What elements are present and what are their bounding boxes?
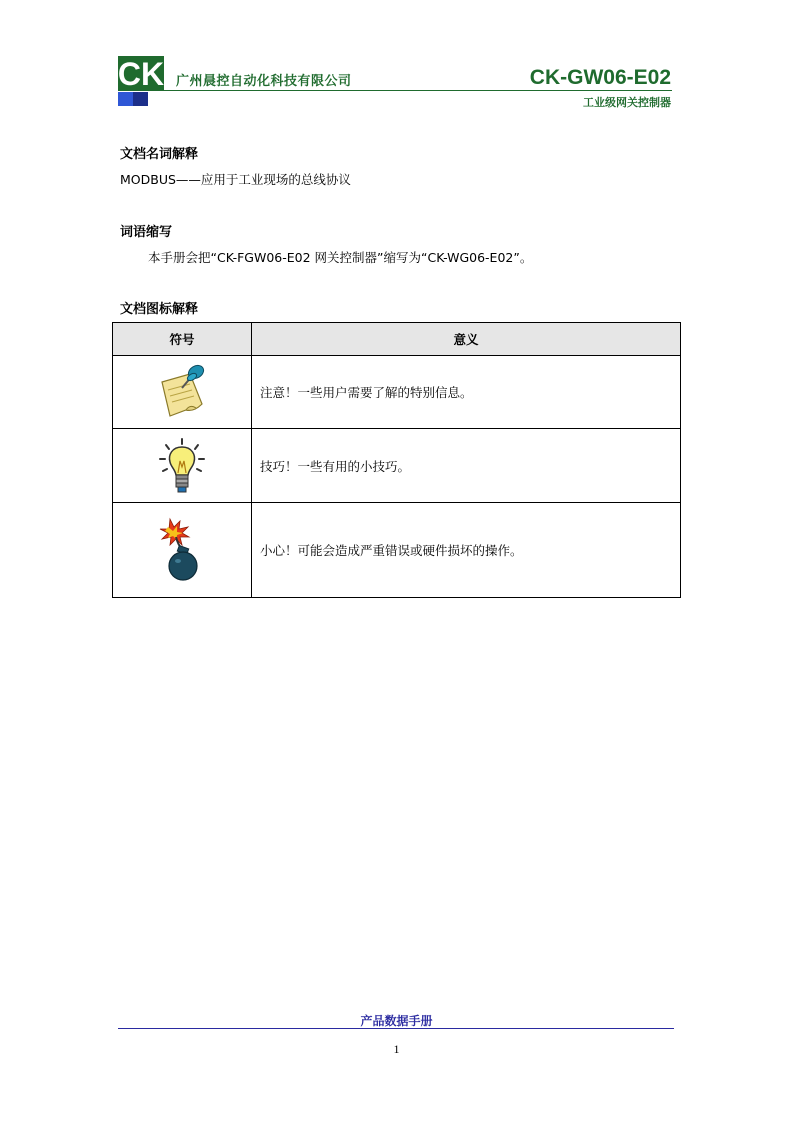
ck-logo-mark	[118, 56, 164, 106]
symbol-cell	[113, 503, 252, 598]
column-header-symbol: 符号	[113, 323, 252, 356]
company-name: 广州晨控自动化科技有限公司	[176, 74, 352, 89]
abbreviation-heading: 词语缩写	[120, 225, 173, 240]
glossary-text: MODBUS——应用于工业现场的总线协议	[120, 172, 351, 187]
icons-heading: 文档图标解释	[120, 302, 199, 317]
note-pin-icon	[156, 364, 208, 420]
symbol-cell	[113, 429, 252, 503]
icon-legend-table	[112, 322, 681, 598]
abbreviation-text: 本手册会把“CK-FGW06-E02 网关控制器”缩写为“CK-WG06-E02”。	[148, 250, 533, 265]
table-row	[113, 503, 681, 598]
footer-divider	[118, 1028, 674, 1029]
lightbulb-icon	[156, 437, 208, 495]
product-subtitle: 工业级网关控制器	[583, 96, 671, 109]
symbol-cell	[113, 356, 252, 429]
page-number: 1	[393, 1042, 400, 1056]
company-logo	[118, 56, 164, 106]
bomb-icon	[156, 517, 208, 583]
footer-title: 产品数据手册	[360, 1014, 433, 1028]
meaning-cell: 注意！一些用户需要了解的特别信息。	[252, 356, 681, 429]
product-model: CK-GW06-E02	[529, 66, 671, 89]
svg-text:CK: CK	[118, 56, 164, 92]
header-divider	[118, 90, 672, 91]
table-row	[113, 356, 681, 429]
table-row	[113, 429, 681, 503]
glossary-heading: 文档名词解释	[120, 147, 199, 162]
meaning-cell: 小心！可能会造成严重错误或硬件损坏的操作。	[252, 503, 681, 598]
table-header-row	[113, 323, 681, 356]
column-header-meaning: 意义	[252, 323, 681, 356]
meaning-cell: 技巧！一些有用的小技巧。	[252, 429, 681, 503]
